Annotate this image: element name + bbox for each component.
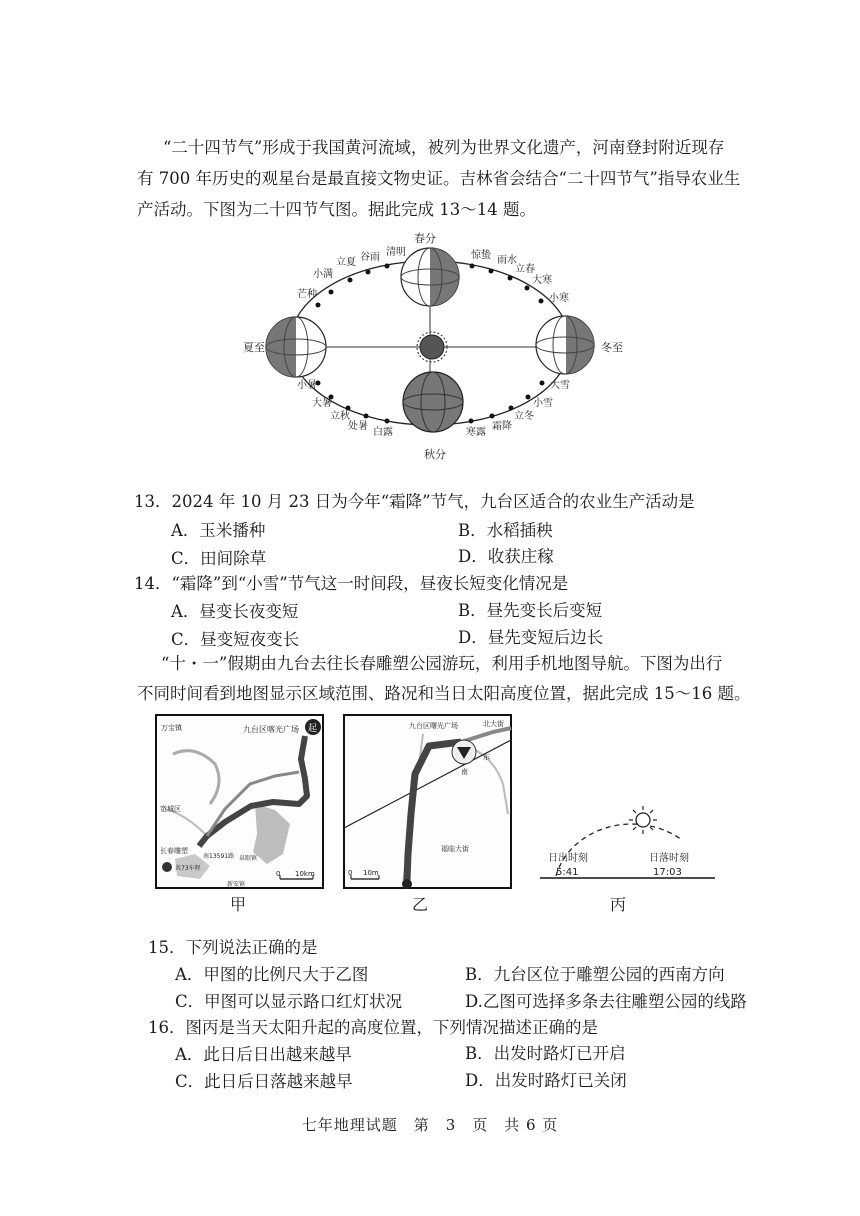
page-footer: 七年地理试题 第 3 页 共 6 页 <box>301 1116 559 1134</box>
label-road-yi: 北大街 <box>483 720 504 728</box>
intro1-line2: 有 700 年历史的观星台是最直接文物史证。吉林省会结合“二十四节气”指导农业生 <box>137 169 741 188</box>
globe-spring-equinox <box>401 245 462 309</box>
caption-jia: 甲 <box>230 895 247 914</box>
term-tl-2: 立夏 <box>336 257 356 268</box>
term-br-3: 霜降 <box>492 421 512 432</box>
q15-option-b[interactable]: B．九台区位于雕塑公园的西南方向 <box>465 965 725 984</box>
term-br-1: 小雪 <box>533 398 553 409</box>
intro1-line3: 产活动。下图为二十四节气图。据此完成 13～14 题。 <box>137 200 536 219</box>
term-bl-2: 立秋 <box>330 411 350 422</box>
q14-option-d[interactable]: D．昼先变短后边长 <box>458 628 604 647</box>
label-nan: 南 <box>461 768 468 776</box>
term-tr-3: 大寒 <box>532 275 552 286</box>
label-road-jia: 南13591路 <box>203 853 235 860</box>
term-tr-4: 小寒 <box>549 293 569 304</box>
q14-option-a[interactable]: A．昼变长夜变短 <box>171 602 299 621</box>
globe-winter-solstice <box>536 313 598 377</box>
term-tl-0: 清明 <box>386 247 406 258</box>
note-jia: 共73车程 <box>175 865 201 872</box>
q13-option-b[interactable]: B．水稻插秧 <box>458 521 553 540</box>
q14-option-c[interactable]: C．昼变短夜变长 <box>171 630 300 649</box>
term-tl-4: 芒种 <box>297 289 317 300</box>
sun-position-diagram <box>530 800 720 890</box>
label-wanbao: 万宝镇 <box>161 724 182 732</box>
q14-option-b[interactable]: B．昼先变长后变短 <box>458 601 603 620</box>
sunrise-time: 5:41 <box>556 867 579 878</box>
term-tr-1: 雨水 <box>497 255 517 266</box>
label-autumn-equinox: 秋分 <box>424 448 446 461</box>
scale-m-yi: 10m <box>363 869 379 877</box>
intro2-line1: “十・一”假期由九台去往长春雕塑公园游玩，利用手机地图导航。下图为出行 <box>161 654 723 673</box>
label-summer-solstice: 夏至 <box>243 341 265 354</box>
globe-autumn-equinox <box>403 372 463 432</box>
label-start-jia: 九台区喀光广场 <box>243 725 299 734</box>
end-marker-icon <box>402 879 412 889</box>
q13-stem: 13．2024 年 10 月 23 日为今年“霜降”节气，九台区适合的农业生产活动是 <box>134 492 695 511</box>
label-changchun: 长春雕塑 <box>160 847 188 855</box>
label-dong: 东 <box>483 753 490 761</box>
map-jia <box>155 714 325 890</box>
label-kuancheng: 宽城区 <box>160 805 181 813</box>
q15-option-d[interactable]: D.乙图可选择多条去往雕塑公园的线路 <box>465 992 747 1011</box>
q15-stem: 15．下列说法正确的是 <box>148 938 318 957</box>
globe-summer-solstice <box>264 315 326 379</box>
sunset-time: 17:03 <box>653 867 682 878</box>
start-badge: 起 <box>308 724 318 734</box>
q16-option-b[interactable]: B．出发时路灯已开启 <box>465 1044 626 1063</box>
q13-option-d[interactable]: D．收获庄稼 <box>458 547 554 566</box>
term-br-4: 寒露 <box>466 427 486 438</box>
q13-option-c[interactable]: C．田间除草 <box>171 549 267 568</box>
scale-zero-yi: 0 <box>348 869 353 877</box>
term-tr-2: 立春 <box>515 264 535 275</box>
sunset-label: 日落时刻 <box>649 853 689 864</box>
label-spring-equinox: 春分 <box>414 232 436 245</box>
sunrise-label: 日出时刻 <box>548 853 588 864</box>
caption-bing: 丙 <box>610 895 627 914</box>
label-quanyan: 泉眼镇 <box>239 855 258 862</box>
q15-option-a[interactable]: A．甲图的比例尺大于乙图 <box>175 965 369 984</box>
solar-terms-diagram <box>0 225 860 485</box>
label-street: 福临大街 <box>441 845 469 853</box>
q16-option-d[interactable]: D．出发时路灯已关闭 <box>465 1071 627 1090</box>
term-bl-0: 小暑 <box>297 380 317 391</box>
intro1-line1: “二十四节气”形成于我国黄河流域，被列为世界文化遗产，河南登封附近现存 <box>163 138 725 157</box>
q16-stem: 16．图丙是当天太阳升起的高度位置，下列情况描述正确的是 <box>148 1018 598 1037</box>
label-start-yi: 九台区曙光广场 <box>409 722 458 730</box>
caption-yi: 乙 <box>412 895 429 914</box>
map-yi <box>343 714 513 890</box>
term-tr-0: 惊蛰 <box>471 250 491 261</box>
destination-marker-icon <box>162 862 172 872</box>
scale-km-jia: 10km <box>295 870 315 878</box>
q13-option-a[interactable]: A．玉米播种 <box>171 521 266 540</box>
q16-option-c[interactable]: C．此日后日落越来越早 <box>175 1072 353 1091</box>
q15-option-c[interactable]: C．甲图可以显示路口红灯状况 <box>175 992 403 1011</box>
term-bl-4: 白露 <box>373 427 393 438</box>
term-tl-1: 谷雨 <box>360 252 380 263</box>
label-xinan: 新安镇 <box>227 881 246 888</box>
sun-icon-bing <box>629 806 657 834</box>
term-tl-3: 小满 <box>313 269 333 280</box>
label-winter-solstice: 冬至 <box>601 341 623 354</box>
term-br-0: 大雪 <box>550 380 570 391</box>
term-bl-1: 大暑 <box>312 398 332 409</box>
term-bl-3: 处暑 <box>348 421 368 432</box>
q16-option-a[interactable]: A．此日后日出越来越早 <box>175 1045 352 1064</box>
term-br-2: 立冬 <box>514 411 534 422</box>
sun-icon <box>417 332 447 362</box>
intro2-line2: 不同时间看到地图显示区域范围、路况和当日太阳高度位置，据此完成 15～16 题。 <box>137 684 751 703</box>
scale-zero-jia: 0 <box>276 870 281 878</box>
q14-stem: 14．“霜降”到“小雪”节气这一时间段，昼夜长短变化情况是 <box>134 574 569 593</box>
